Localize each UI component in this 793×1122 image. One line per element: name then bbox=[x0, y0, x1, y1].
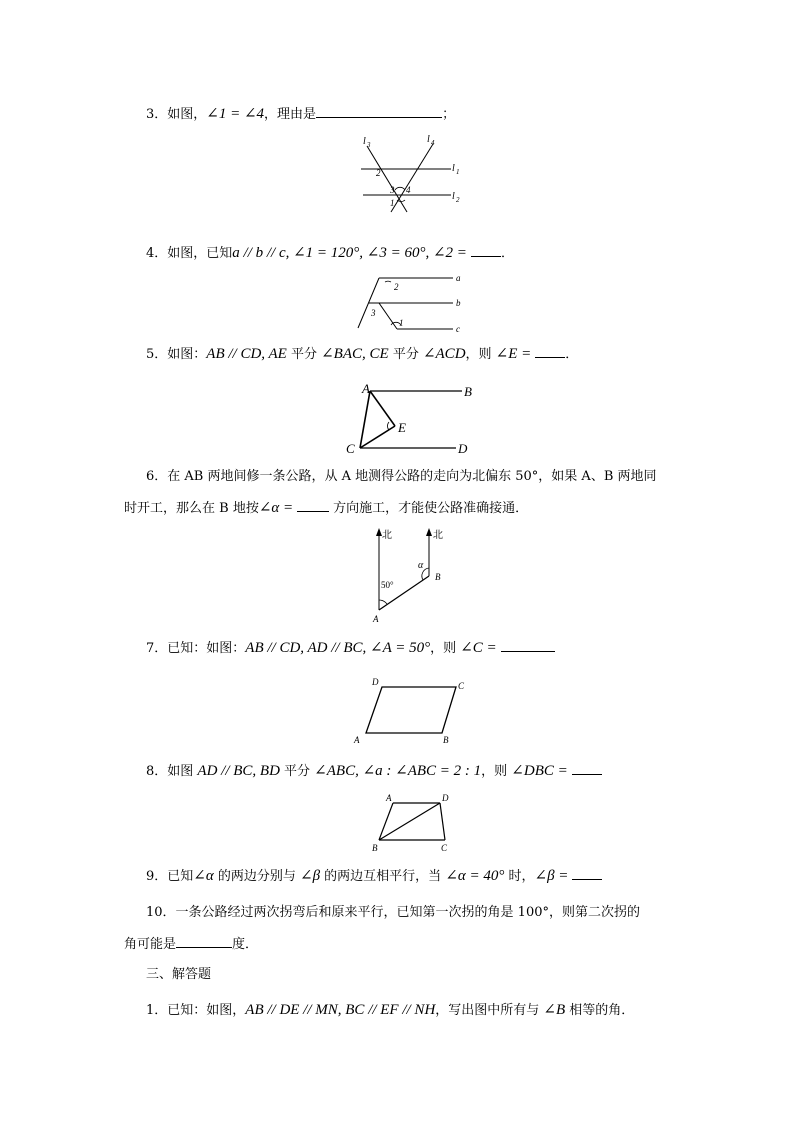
q5-math-2: ∠BAC, CE bbox=[321, 346, 389, 362]
q4-answer-blank bbox=[471, 243, 501, 257]
q4-angle-1: 1 bbox=[399, 318, 404, 328]
q8-math-1: AD // BC, BD bbox=[197, 763, 280, 779]
q9-math-2: ∠β bbox=[300, 868, 321, 884]
q9-math-4: ∠β = bbox=[534, 868, 569, 884]
q3-label-l3: l bbox=[363, 136, 366, 147]
q6-answer-blank bbox=[297, 498, 329, 512]
section-3-title-text: 三、解答题 bbox=[146, 967, 212, 982]
section-3-title bbox=[146, 966, 211, 984]
q3-label-l2: l bbox=[452, 191, 455, 202]
q7-answer-blank bbox=[501, 638, 555, 652]
q8-label-C: C bbox=[441, 843, 448, 853]
q5-math-4: ∠E = bbox=[495, 346, 532, 362]
q4-number: 4．如图，已知 bbox=[146, 246, 233, 261]
q5-label-A: A bbox=[362, 381, 370, 396]
q6-text-2: 时开工，那么在 B 地按 bbox=[124, 501, 259, 516]
q6-text-1: 6．在 AB 两地间修一条公路，从 A 地测得公路的走向为北偏东 50°，如果 A、B 两地同 bbox=[146, 469, 657, 484]
q5-text-2: 平分 bbox=[388, 347, 423, 362]
q6-label-B: B bbox=[435, 572, 441, 582]
q4-math: a // b // c, ∠1 = 120°, ∠3 = 60°, ∠2 = bbox=[232, 245, 467, 261]
question-5 bbox=[146, 344, 578, 364]
q6-figure bbox=[365, 524, 465, 624]
q9-text-2: 的两边分别与 bbox=[213, 869, 300, 884]
question-8 bbox=[146, 761, 602, 781]
q7-number: 7．已知：如图： bbox=[146, 641, 246, 656]
q7-figure bbox=[350, 676, 475, 744]
q3-angle-3: 3 bbox=[390, 185, 395, 195]
problem-1 bbox=[146, 1001, 634, 1020]
q10-answer-blank bbox=[176, 934, 232, 948]
question-7 bbox=[146, 638, 555, 658]
q9-text-3: 的两边互相平行，当 bbox=[320, 869, 446, 884]
q6-label-north-1: 北 bbox=[382, 530, 392, 541]
q7-math-2: ∠C = bbox=[460, 640, 497, 656]
q9-answer-blank bbox=[572, 866, 602, 880]
q9-text-1: 9．已知 bbox=[146, 869, 194, 884]
p1-text-1: 1．已知：如图， bbox=[146, 1003, 246, 1018]
q10-text-3: 度． bbox=[232, 937, 259, 952]
question-10-line-1 bbox=[146, 904, 640, 922]
q8-figure bbox=[368, 790, 468, 855]
p1-math-2: ∠B bbox=[543, 1002, 566, 1018]
q5-answer-blank bbox=[535, 344, 565, 358]
q3-end: ； bbox=[442, 107, 456, 122]
q8-text-2: ，则 bbox=[481, 764, 512, 779]
q5-math-3: ∠ACD bbox=[422, 346, 466, 362]
q3-label-l3-sub: 3 bbox=[367, 141, 371, 149]
q9-math-1: ∠α bbox=[193, 868, 214, 884]
question-9 bbox=[146, 866, 602, 886]
q8-math-3: ∠DBC = bbox=[511, 763, 568, 779]
q5-label-C: C bbox=[346, 441, 355, 456]
q6-math: ∠α = bbox=[258, 500, 294, 516]
question-6-line-2 bbox=[124, 498, 528, 518]
q5-label-E: E bbox=[398, 420, 406, 435]
q7-label-D: D bbox=[372, 677, 379, 687]
q8-number: 8．如图 bbox=[146, 764, 198, 779]
q7-label-C: C bbox=[458, 681, 465, 691]
q3-angle-2: 2 bbox=[376, 168, 381, 178]
q3-text: ，理由是 bbox=[264, 107, 317, 122]
q10-text-2: 角可能是 bbox=[124, 937, 177, 952]
q9-text-4: 时， bbox=[504, 869, 535, 884]
q6-label-A: A bbox=[373, 614, 379, 624]
q4-angle-3: 3 bbox=[371, 308, 376, 318]
p1-math-1: AB // DE // MN, BC // EF // NH bbox=[245, 1002, 436, 1018]
q3-number: 3．如图， bbox=[146, 107, 207, 122]
p1-text-2: ，写出图中所有与 bbox=[435, 1003, 544, 1018]
q3-label-l4-sub: 4 bbox=[431, 139, 435, 147]
q5-end: ． bbox=[565, 347, 579, 362]
question-3 bbox=[146, 104, 455, 124]
q3-math: ∠1 = ∠4 bbox=[206, 106, 265, 122]
p1-text-3: 相等的角． bbox=[565, 1003, 635, 1018]
q3-angle-1: 1 bbox=[390, 198, 395, 208]
q9-math-3: ∠α = 40° bbox=[445, 868, 505, 884]
q5-text-3: ，则 bbox=[465, 347, 496, 362]
q5-text-1: 平分 bbox=[286, 347, 322, 362]
q8-label-B: B bbox=[372, 843, 378, 853]
q8-label-A: A bbox=[386, 793, 392, 803]
q5-label-D: D bbox=[458, 441, 468, 456]
q7-label-B: B bbox=[443, 735, 449, 745]
q5-figure bbox=[340, 380, 480, 455]
q3-angle-4: 4 bbox=[406, 185, 411, 195]
q6-text-3: 方向施工，才能使公路准确接通． bbox=[333, 501, 529, 516]
q8-text-1: 平分 bbox=[279, 764, 315, 779]
q3-label-l4: l bbox=[427, 134, 430, 145]
q3-figure bbox=[355, 132, 465, 212]
q7-math: AB // CD, AD // BC, ∠A = 50° bbox=[245, 640, 431, 656]
q4-figure bbox=[355, 270, 465, 335]
q10-text-1: 10．一条公路经过两次拐弯后和原来平行，已知第一次拐的角是 100°，则第二次拐的 bbox=[146, 905, 640, 920]
question-10-line-2 bbox=[124, 934, 258, 954]
q7-label-A: A bbox=[354, 735, 360, 745]
q5-math-1: AB // CD, AE bbox=[206, 346, 287, 362]
q7-text: ，则 bbox=[430, 641, 461, 656]
q5-label-B: B bbox=[464, 384, 472, 399]
question-4 bbox=[146, 243, 514, 263]
q8-answer-blank bbox=[572, 761, 602, 775]
q6-label-north-2: 北 bbox=[433, 530, 443, 541]
q3-label-l1-sub: 1 bbox=[456, 168, 460, 176]
q3-label-l2-sub: 2 bbox=[456, 196, 460, 204]
q3-answer-blank bbox=[316, 104, 442, 118]
q5-number: 5．如图： bbox=[146, 347, 207, 362]
q6-angle-alpha: α bbox=[418, 560, 424, 571]
q4-label-b: b bbox=[456, 298, 461, 308]
q8-math-2: ∠ABC, ∠a : ∠ABC = 2 : 1 bbox=[314, 763, 482, 779]
q4-label-c: c bbox=[456, 324, 460, 334]
q4-angle-2: 2 bbox=[394, 282, 399, 292]
q8-label-D: D bbox=[442, 793, 449, 803]
q3-label-l1: l bbox=[452, 163, 455, 174]
question-6-line-1 bbox=[146, 468, 657, 486]
q6-angle-50: 50° bbox=[381, 580, 394, 590]
q4-end: ． bbox=[500, 246, 514, 261]
q4-label-a: a bbox=[456, 273, 461, 283]
